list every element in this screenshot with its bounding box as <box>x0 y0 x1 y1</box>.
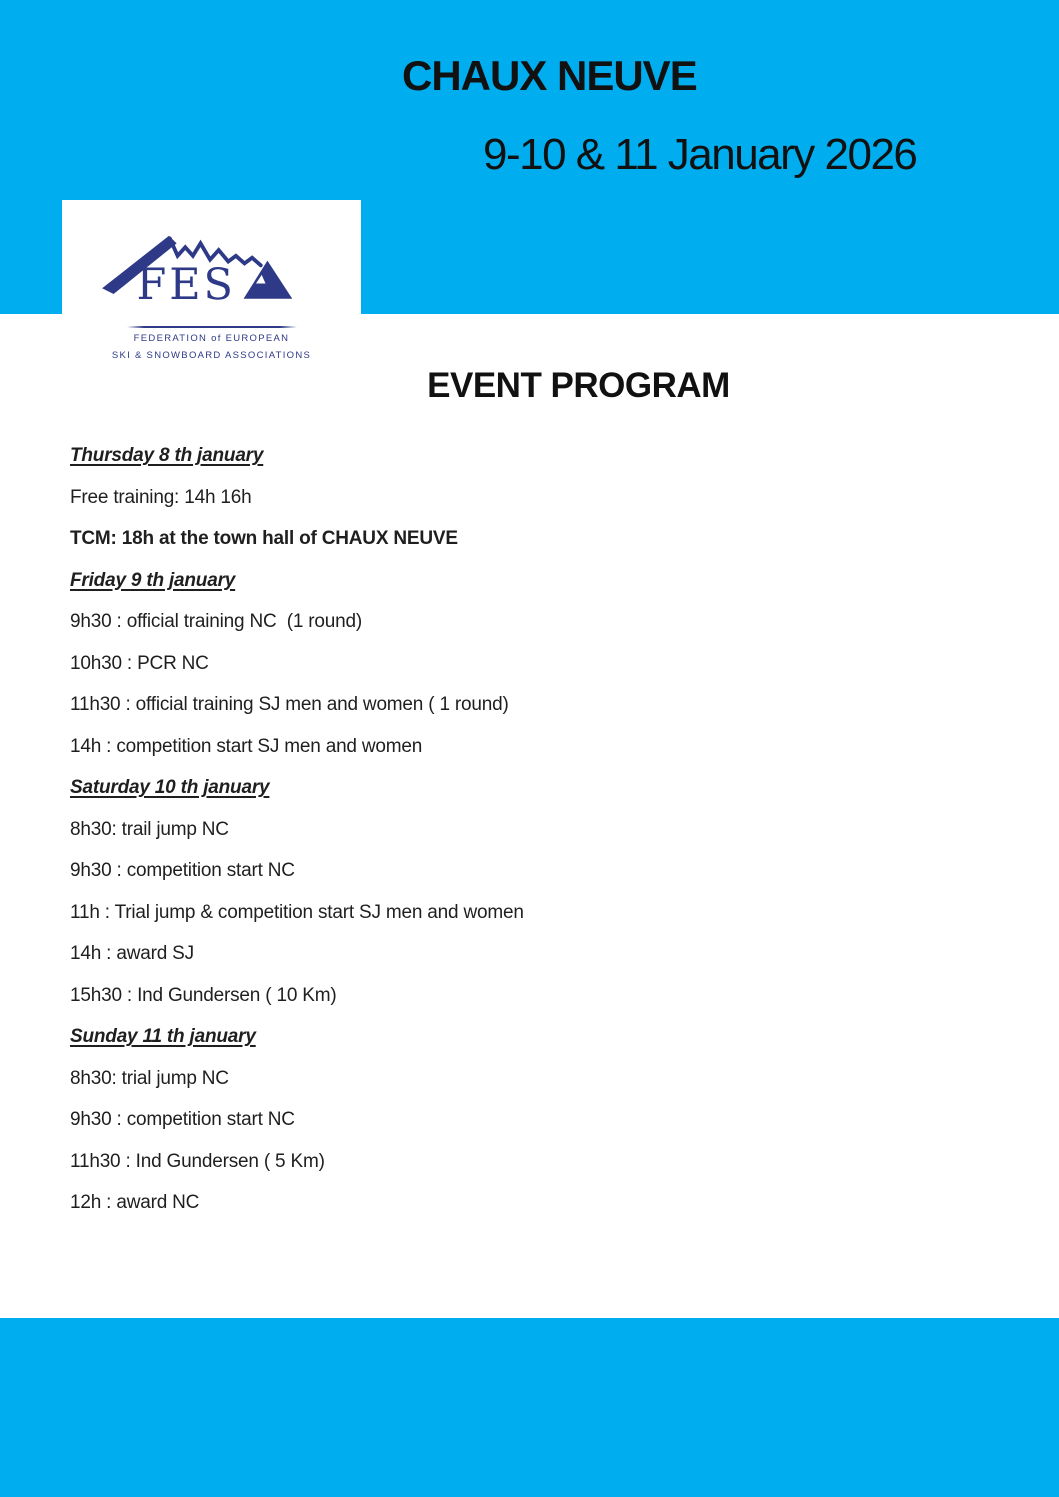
schedule-line: TCM: 18h at the town hall of CHAUX NEUVE <box>70 528 458 549</box>
schedule-line: 15h30 : Ind Gundersen ( 10 Km) <box>70 984 337 1006</box>
schedule-line: 9h30 : competition start NC <box>70 860 295 881</box>
program-title: EVENT PROGRAM <box>427 366 730 405</box>
schedule-day-header: Sunday 11 th january <box>70 1026 256 1047</box>
schedule-line: 14h : competition start SJ men and women <box>70 735 423 757</box>
event-dates: 9-10 & 11 January 2026 <box>483 130 917 179</box>
schedule-line: 11h30 : Ind Gundersen ( 5 Km) <box>70 1150 325 1172</box>
fesa-logo <box>62 200 361 383</box>
schedule-day-header: Saturday 10 th january <box>70 777 270 798</box>
schedule-line: 12h : award NC <box>70 1192 200 1213</box>
schedule-line: 8h30: trail jump NC <box>70 818 229 840</box>
schedule-line: 9h30 : official training NC (1 round) <box>70 611 362 632</box>
logo-name-line1: FEDERATION of EUROPEAN <box>133 333 290 344</box>
logo-divider <box>127 326 297 328</box>
schedule-day-header: Friday 9 th january <box>70 569 236 591</box>
logo-name-line2: SKI & SNOWBOARD ASSOCIATIONS <box>111 350 312 361</box>
schedule-line: 11h30 : official training SJ men and women ( 1 round) <box>70 694 509 715</box>
event-title: CHAUX NEUVE <box>402 52 697 99</box>
schedule-line: 10h30 : PCR NC <box>70 652 209 674</box>
schedule-line: 14h : award SJ <box>70 943 194 964</box>
schedule-line: 11h : Trial jump & competition start SJ men and women <box>70 901 524 923</box>
mountain-icon <box>102 230 322 316</box>
footer-band <box>0 1318 1059 1497</box>
logo-acronym-text: FES <box>136 259 236 310</box>
schedule-list <box>70 446 970 1235</box>
schedule-line: 9h30 : competition start NC <box>70 1109 295 1130</box>
schedule-line: Free training: 14h 16h <box>70 486 252 508</box>
schedule-line: 8h30: trial jump NC <box>70 1067 229 1089</box>
schedule-day-header: Thursday 8 th january <box>70 445 264 466</box>
